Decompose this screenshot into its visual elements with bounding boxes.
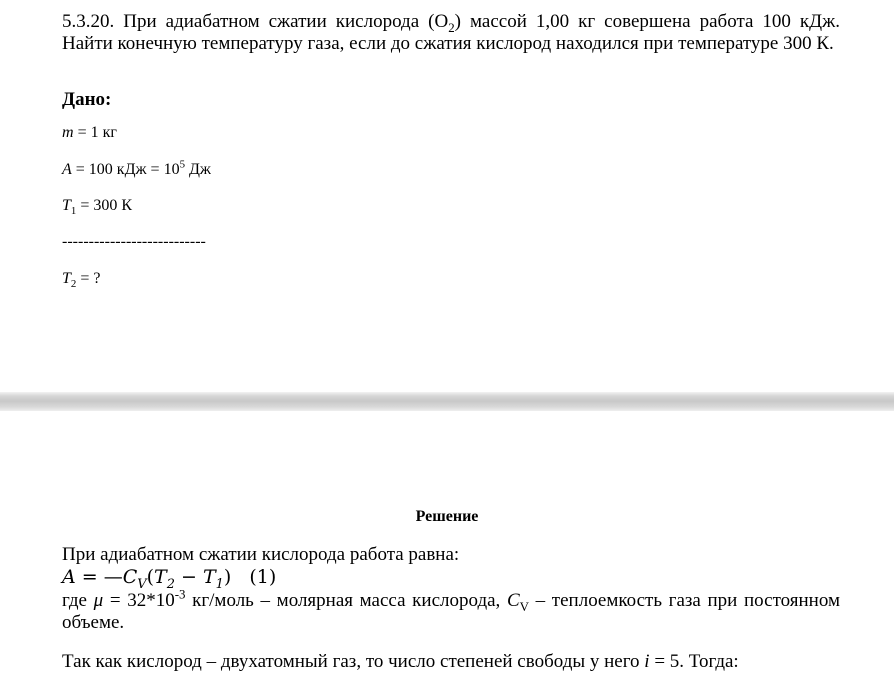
- given-heading: Дано:: [62, 89, 112, 110]
- page-2: [0, 411, 894, 675]
- solution-heading: Решение: [415, 508, 479, 525]
- degrees-of-freedom: Так как кислород – двухатомный газ, то число степеней свободы у него i = 5. Тогда:: [62, 651, 739, 672]
- given-mass: m = 1 кг: [62, 124, 117, 141]
- given-work: A = 100 кДж = $10^5$ Дж: [62, 158, 211, 178]
- problem-statement: 5.3.20. При адиабатном сжатии кислорода $(O_2)$ массой 1,00 кг совершена работа 100 кДж. Найти конечную температуру газа, если до сжатия кислород находился при температуре 300 К.: [62, 11, 841, 54]
- work-formula: $A = —C_V(T_2 - T_1)$ (1): [62, 566, 277, 592]
- given-t2: $T_2$ = ?: [62, 270, 101, 291]
- where-paragraph: где $\mu = 32*10^{-3}$ кг/моль – молярная масса кислорода, $C_V$ – теплоемкость газа при постоянном объеме.: [62, 586, 841, 633]
- page-gap: [0, 392, 894, 411]
- given-separator: ---------------------------: [62, 233, 206, 250]
- given-t1: $T_1 = 300$ К: [62, 197, 133, 218]
- solution-intro: При адиабатном сжатии кислорода работа равна:: [62, 544, 460, 565]
- problem-number: 5.3.20.: [62, 11, 115, 32]
